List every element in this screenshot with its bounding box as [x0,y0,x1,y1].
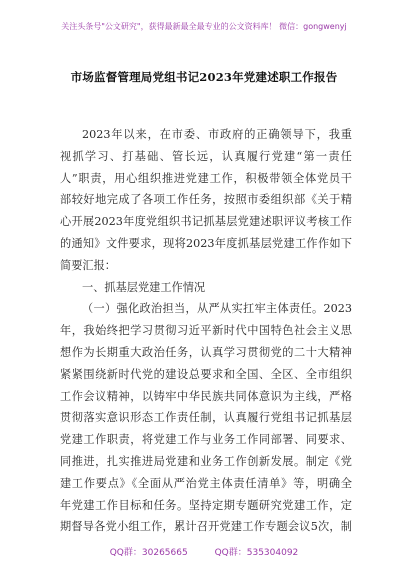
paragraph-line: 2023年以来，在市委、市政府的正确领导下，我重 [82,128,352,141]
qq-group-1: QQ群：30265665 [109,548,188,558]
paragraph-line: 工作会议精神，以铸牢中华民族共同体意识为主线，严格 [60,389,352,403]
paragraph-line: 紧紧围绕新时代党的建设总要求和全国、全区、全市组织 [60,367,352,381]
paragraph-line: 贯彻落实意识形态工作责任制，认真履行党组书记抓基层 [60,411,352,425]
paragraph-line: 同推进，扎实推进局党建和业务工作创新发展。制定《党 [60,454,352,468]
paragraph-line: 年，我始终把学习贯彻习近平新时代中国特色社会主义思 [60,324,352,338]
document-body [60,124,352,538]
paragraph-line: 人”职责，用心组织推进党建工作，积极带领全体党员干 [60,171,352,185]
document-title: 市场监督管理局党组书记2023年党建述职工作报告 [70,70,338,84]
paragraph-line: 部较好地完成了各项工作任务，按照市委组织部《关于精 [60,193,352,207]
header-banner: 关注头条号"公文研究"，获得最新最全最专业的公文资料库！ 微信：gongwenyj [61,22,347,31]
paragraph-line: （一）强化政治担当，从严从实扛牢主体责任。2023 [82,302,352,316]
paragraph-line: 心开展2023年度党组织书记抓基层党建述职评议考核工作 [60,215,352,229]
qq-group-2: QQ群：535304092 [214,548,299,558]
section-heading: 一、抓基层党建工作情况 [82,280,206,294]
paragraph-line: 视抓学习、打基础、管长远，认真履行党建“第一责任 [60,149,352,163]
footer-contacts [0,545,408,558]
paragraph-line: 想作为长期重大政治任务，认真学习贯彻党的二十大精神 [60,345,352,359]
paragraph-line: 期督导各党小组工作，累计召开党建工作专题会议5次，制 [60,520,352,534]
paragraph-line: 党建工作职责，将党建工作与业务工作同部署、同要求、 [60,433,352,447]
paragraph-line: 年党建工作目标和任务。坚持定期专题研究党建工作，定 [60,498,352,512]
paragraph-line: 建工作要点》《全面从严治党主体责任清单》等，明确全 [60,476,352,490]
paragraph-line: 的通知》文件要求，现将2023年度抓基层党建工作作如下 [60,236,352,250]
paragraph-line: 简要汇报： [60,258,116,272]
